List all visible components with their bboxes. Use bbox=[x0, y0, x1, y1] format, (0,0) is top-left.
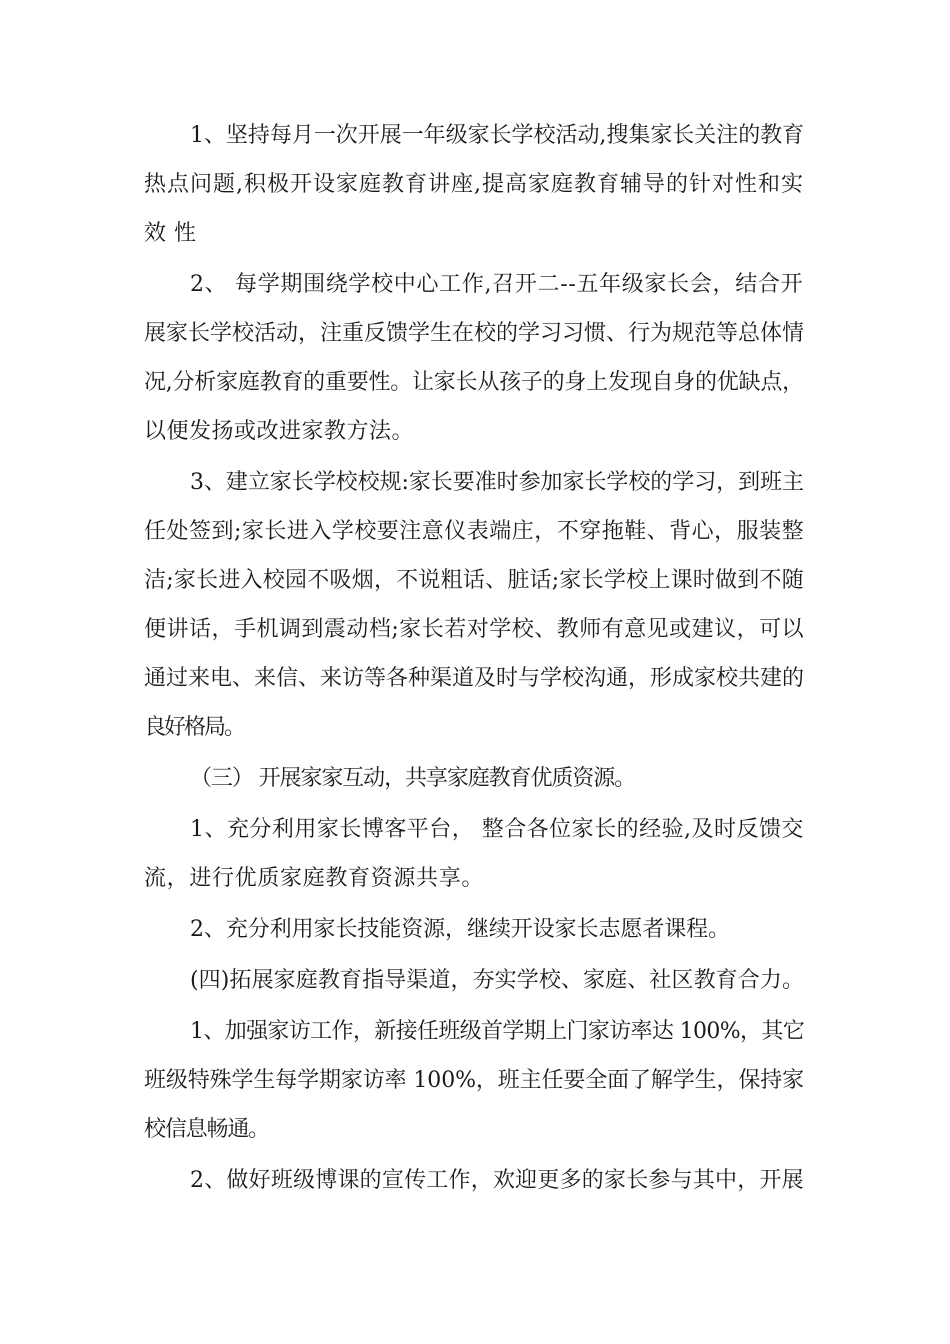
text-line: 3、建立家长学校校规:家长要准时参加家长学校的学习，到班主 bbox=[190, 470, 804, 495]
text-line: 2、充分利用家长技能资源，继续开设家长志愿者课程。 bbox=[190, 917, 730, 942]
text-line: 良好格局。 bbox=[144, 715, 245, 740]
text-line: 效性 bbox=[144, 221, 204, 246]
text-line: 洁;家长进入校园不吸烟，不说粗话、脏话;家长学校上课时做到不随 bbox=[144, 568, 804, 593]
text-line: 展家长学校活动，注重反馈学生在校的学习习惯、行为规范等总体情 bbox=[144, 321, 805, 346]
text-line: 1、充分利用家长博客平台， 整合各位家长的经验,及时反馈交 bbox=[190, 817, 804, 842]
text-line: 便讲话，手机调到震动档;家长若对学校、教师有意见或建议，可以 bbox=[144, 617, 805, 642]
text-line: 1、加强家访工作，新接任班级首学期上门家访率达 100%，其它 bbox=[190, 1019, 805, 1044]
text-line: 热点问题,积极开设家庭教育讲座,提高家庭教育辅导的针对性和实 bbox=[144, 172, 804, 197]
text-line: 2、 每学期围绕学校中心工作,召开二--五年级家长会，结合开 bbox=[190, 272, 804, 297]
text-line: 班级特殊学生每学期家访率 100%，班主任要全面了解学生，保持家 bbox=[144, 1068, 805, 1093]
text-line: 况,分析家庭教育的重要性。让家长从孩子的身上发现自身的优缺点， bbox=[144, 370, 804, 395]
section-heading: (四)拓展家庭教育指导渠道，夯实学校、家庭、社区教育合力。 bbox=[190, 968, 805, 993]
text-line: 校信息畅通。 bbox=[144, 1117, 269, 1142]
text-line: 任处签到;家长进入学校要注意仪表端庄，不穿拖鞋、背心，服装整 bbox=[144, 519, 805, 544]
section-heading: （三） 开展家家互动，共享家庭教育优质资源。 bbox=[190, 766, 636, 791]
text-line: 通过来电、来信、来访等各种渠道及时与学校沟通，形成家校共建的 bbox=[144, 666, 805, 691]
text-line: 1、坚持每月一次开展一年级家长学校活动,搜集家长关注的教育 bbox=[190, 123, 805, 148]
text-line: 2、做好班级博课的宣传工作，欢迎更多的家长参与其中，开展 bbox=[190, 1168, 804, 1193]
text-line: 以便发扬或改进家教方法。 bbox=[144, 419, 415, 444]
text-line: 流，进行优质家庭教育资源共享。 bbox=[144, 866, 485, 891]
